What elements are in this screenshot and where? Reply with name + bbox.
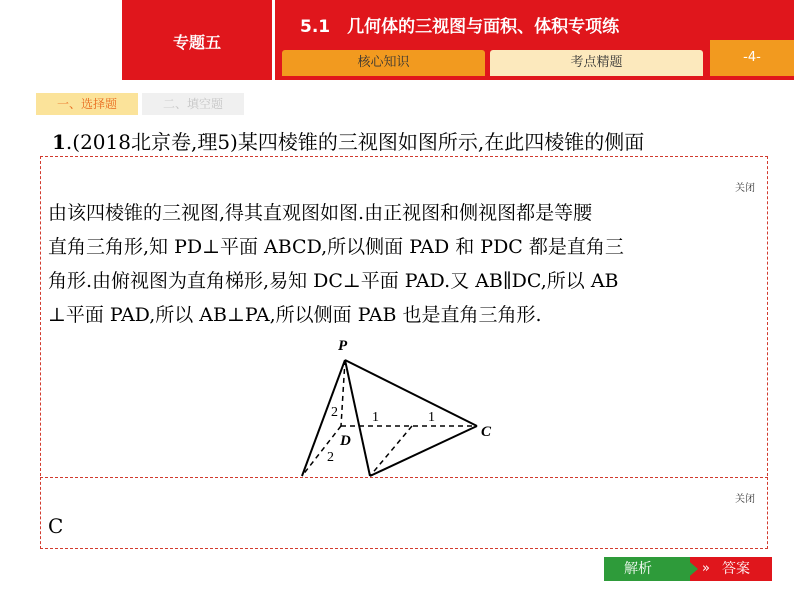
- page-title: 5.1 几何体的三视图与面积、体积专项练: [300, 17, 620, 37]
- edge-pa: [302, 360, 345, 476]
- tab-exam-questions[interactable]: 考点精题: [490, 50, 703, 76]
- answer-close-button[interactable]: 关闭: [735, 494, 755, 505]
- edge-pb: [345, 360, 370, 476]
- answer-value: C: [48, 514, 64, 538]
- answer-panel: [40, 477, 768, 549]
- edge-mb: [370, 426, 412, 476]
- solution-line: 角形.由俯视图为直角梯形,易知 DC⊥平面 PAD.又 AB∥DC,所以 AB: [48, 270, 619, 292]
- edge-pc: [345, 360, 477, 426]
- label-pd-length: 2: [331, 405, 338, 420]
- topic-banner: [122, 0, 272, 80]
- edge-da: [302, 426, 341, 476]
- label-c: C: [481, 424, 492, 440]
- solution-close-button[interactable]: 关闭: [735, 183, 755, 194]
- question-number: 1: [52, 130, 66, 154]
- label-p: P: [338, 338, 348, 354]
- solution-line: 直角三角形,知 PD⊥平面 ABCD,所以侧面 PAD 和 PDC 都是直角三: [48, 236, 624, 258]
- double-chevron-icon: »: [702, 561, 710, 576]
- page-number: -4-: [710, 40, 794, 76]
- answer-button[interactable]: 答案: [690, 557, 772, 581]
- label-d: D: [340, 433, 351, 449]
- tab-core-knowledge[interactable]: 核心知识: [282, 50, 485, 76]
- pyramid-figure: [290, 330, 520, 478]
- label-mc-length: 1: [428, 410, 435, 425]
- label-da-length: 2: [327, 450, 334, 465]
- edge-bc: [370, 426, 477, 476]
- topic-label: 专题五: [172, 33, 221, 52]
- question-text: [52, 126, 644, 155]
- subtab-fill[interactable]: 二、填空题: [142, 93, 244, 115]
- solution-line: 由该四棱锥的三视图,得其直观图如图.由正视图和侧视图都是等腰: [48, 202, 593, 224]
- question-body: .(2018北京卷,理5)某四棱锥的三视图如图所示,在此四棱锥的侧面: [65, 130, 645, 154]
- analysis-button[interactable]: 解析: [604, 557, 694, 581]
- subtab-choice[interactable]: 一、选择题: [36, 93, 138, 115]
- label-dm-length: 1: [372, 410, 379, 425]
- arrow-right-icon: [684, 557, 698, 581]
- solution-line: ⊥平面 PAD,所以 AB⊥PA,所以侧面 PAB 也是直角三角形.: [48, 304, 542, 326]
